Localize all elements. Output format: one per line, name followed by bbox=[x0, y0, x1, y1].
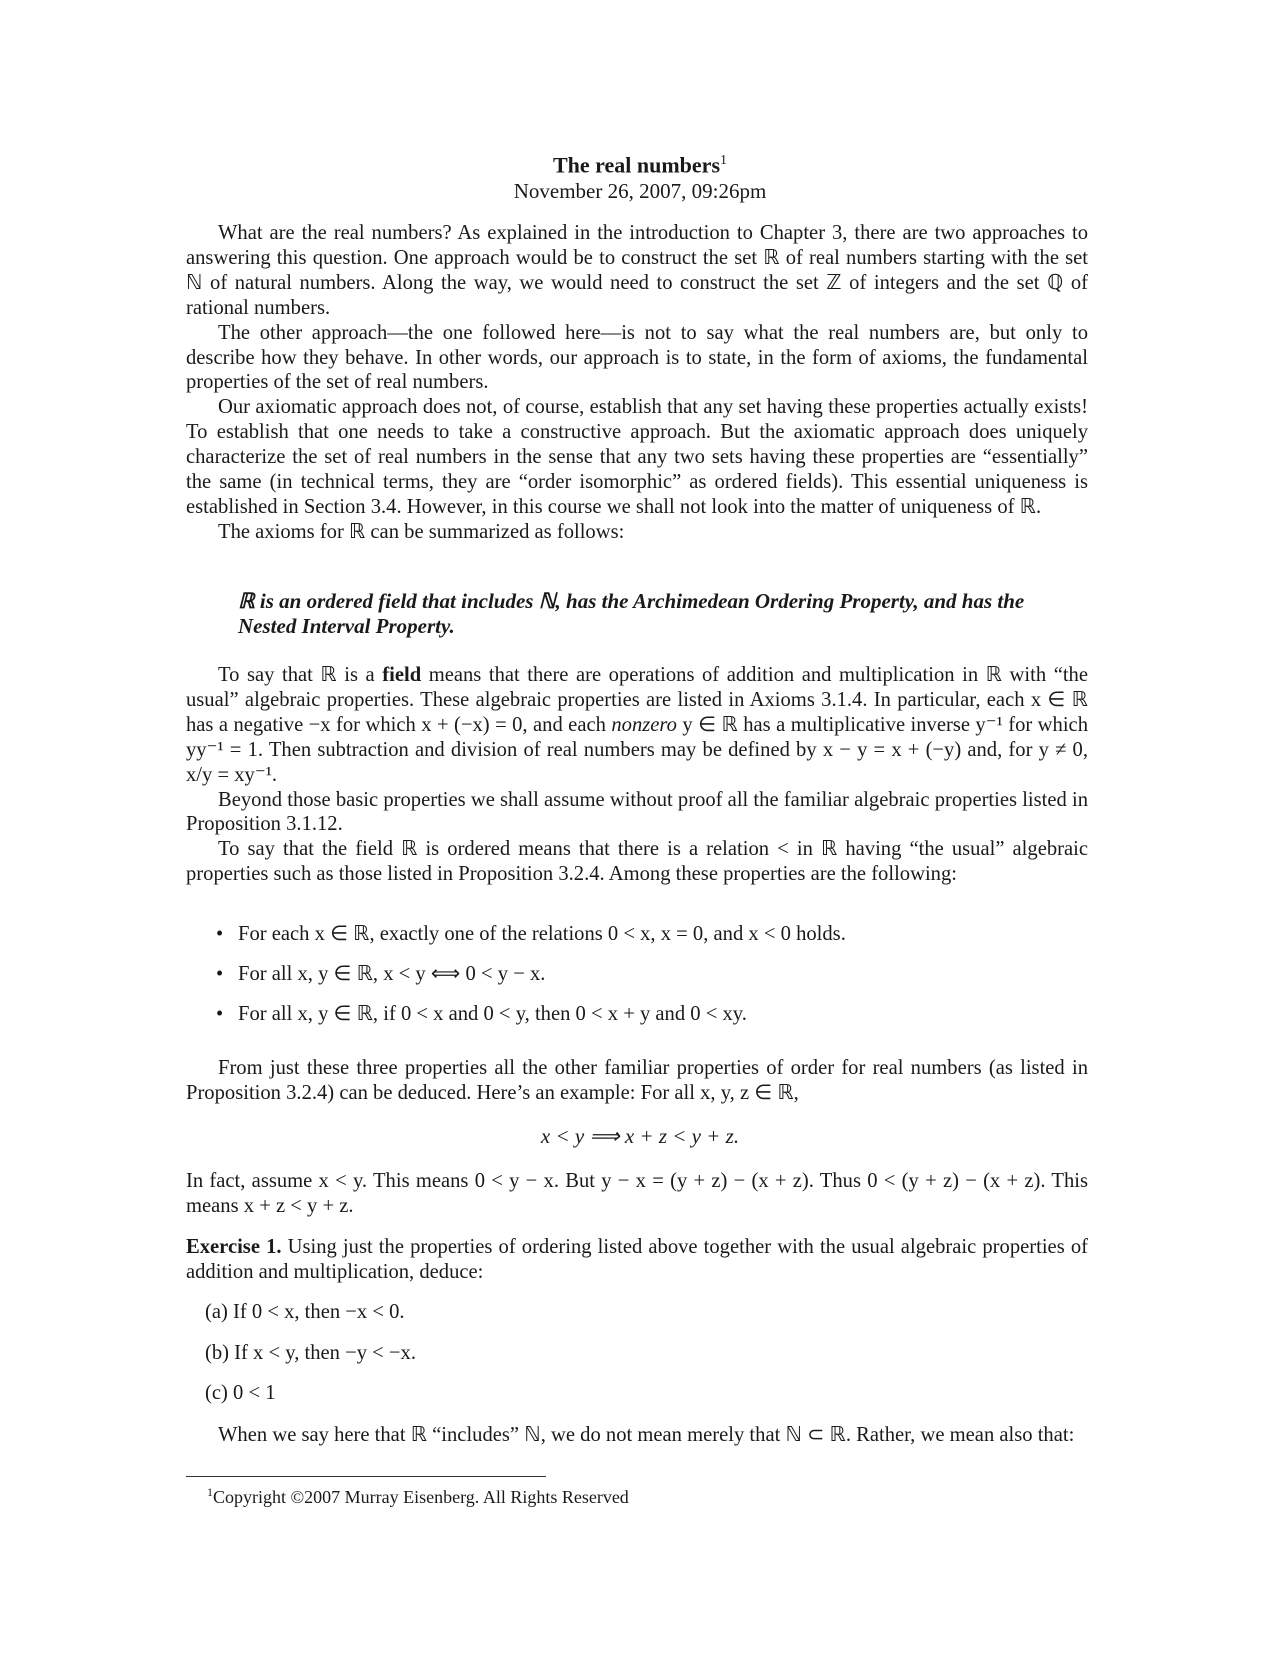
footnote-mark: 1 bbox=[207, 1485, 213, 1499]
deduction-paragraph: From just these three properties all the other familiar properties of order for real numbers (as listed in Proposition 3.2.4) can be deduced. Here’s an example: For all x, y, z ∈ ℝ, bbox=[186, 1057, 1088, 1104]
list-item-text: For all x, y ∈ ℝ, x < y ⟺ 0 < y − x. bbox=[238, 963, 546, 985]
axiom-summary: ℝ is an ordered field that includes ℕ, has the Archimedean Ordering Property, and has the Nested Interval Property. bbox=[238, 589, 1025, 638]
field-paragraph-2: Beyond those basic properties we shall assume without proof all the familiar algebraic properties listed in Proposition 3.1.12. bbox=[186, 788, 1088, 836]
bullet-icon: • bbox=[216, 963, 224, 985]
field-text-a: To say that ℝ is a bbox=[218, 664, 383, 686]
exercise-item-c: (c) 0 < 1 bbox=[205, 1382, 276, 1404]
intro-paragraph-3: Our axiomatic approach does not, of course, establish that any set having these properties actually exists! To establish that one needs to take a constructive approach. But the axiomatic approach does uniquely characterize the set of real numbers in the sense that any two sets having these properties are “essentially” the same (in technical terms, they are “order isomorphic” as ordered fields). This essential uniqueness is established in Section 3.4. However, in this course we shall not look into the matter of uniqueness of ℝ. bbox=[186, 396, 1088, 518]
intro-section bbox=[186, 221, 1088, 545]
display-equation: x < y ⟹ x + z < y + z. bbox=[540, 1124, 740, 1148]
list-item-text: For all x, y ∈ ℝ, if 0 < x and 0 < y, then 0 < x + y and 0 < xy. bbox=[238, 1003, 747, 1025]
title-text: The real numbers bbox=[552, 152, 721, 178]
deduction-section bbox=[186, 1056, 1088, 1106]
title-footnote-mark: 1 bbox=[720, 153, 728, 168]
field-text-b: means that there are operations of addition and multiplication in ℝ with “the usual” algebraic properties. These algebraic properties are listed in Axioms 3.1.4. In particular, each x ∈ ℝ has a negative −x for which x + (−x) = 0, and each bbox=[186, 664, 1088, 736]
footnote-text: Copyright ©2007 Murray Eisenberg. All Rights Reserved bbox=[213, 1487, 629, 1507]
nonzero-term: nonzero bbox=[611, 713, 677, 736]
proof-section bbox=[186, 1169, 1088, 1219]
page-title bbox=[0, 148, 1280, 178]
exercise-label: Exercise 1. bbox=[186, 1236, 282, 1258]
intro-paragraph-4: The axioms for ℝ can be summarized as follows: bbox=[218, 520, 625, 543]
page-date: November 26, 2007, 09:26pm bbox=[513, 179, 767, 204]
list-item bbox=[216, 1002, 1076, 1042]
exercise-section bbox=[186, 1235, 1088, 1285]
intro-paragraph-1: What are the real numbers? As explained in the introduction to Chapter 3, there are two approaches to answering this question. One approach would be to construct the set ℝ of real numbers starting with the set ℕ of natural numbers. Along the way, we would need to construct the set ℤ of integers and the set ℚ of rational numbers. bbox=[186, 222, 1088, 319]
field-paragraph-1 bbox=[186, 663, 1088, 788]
list-item bbox=[216, 962, 1076, 1002]
exercise-items bbox=[205, 1300, 1065, 1422]
ordering-properties-list bbox=[216, 922, 1076, 1042]
bullet-icon: • bbox=[216, 923, 224, 945]
footnote-divider bbox=[186, 1476, 546, 1477]
list-item bbox=[216, 922, 1076, 962]
field-term: field bbox=[382, 664, 422, 686]
includes-paragraph: When we say here that ℝ “includes” ℕ, we do not mean merely that ℕ ⊂ ℝ. Rather, we mean also that: bbox=[218, 1424, 1075, 1446]
exercise-item-a: (a) If 0 < x, then −x < 0. bbox=[205, 1301, 405, 1323]
footnote bbox=[207, 1481, 629, 1508]
field-paragraph-3: To say that the field ℝ is ordered means that there is a relation < in ℝ having “the usual” algebraic properties such as those listed in Proposition 3.2.4. Among these properties are the following: bbox=[186, 838, 1088, 886]
bullet-icon: • bbox=[216, 1003, 224, 1025]
title-block bbox=[0, 148, 1280, 204]
includes-section bbox=[186, 1423, 1088, 1448]
exercise-item-b: (b) If x < y, then −y < −x. bbox=[205, 1341, 416, 1364]
exercise-paragraph bbox=[186, 1235, 1088, 1285]
list-item-text: For each x ∈ ℝ, exactly one of the relations 0 < x, x = 0, and x < 0 holds. bbox=[238, 923, 846, 945]
field-text-c: y ∈ ℝ has a multiplicative inverse y⁻¹ for which yy⁻¹ = 1. Then subtraction and division of real numbers may be defined by x − y = x + (−y) and, for y ≠ 0, x/y = xy⁻¹. bbox=[186, 713, 1088, 786]
proof-paragraph: In fact, assume x < y. This means 0 < y − x. But y − x = (y + z) − (x + z). Thus 0 < (y + z) − (x + z). This means x + z < y + z. bbox=[186, 1170, 1088, 1217]
intro-paragraph-2: The other approach—the one followed here—is not to say what the real numbers are, but only to describe how they behave. In other words, our approach is to state, in the form of axioms, the fundamental properties of the set of real numbers. bbox=[186, 321, 1088, 394]
exercise-text: Using just the properties of ordering listed above together with the usual algebraic properties of addition and multiplication, deduce: bbox=[186, 1236, 1088, 1283]
field-section bbox=[186, 663, 1088, 887]
